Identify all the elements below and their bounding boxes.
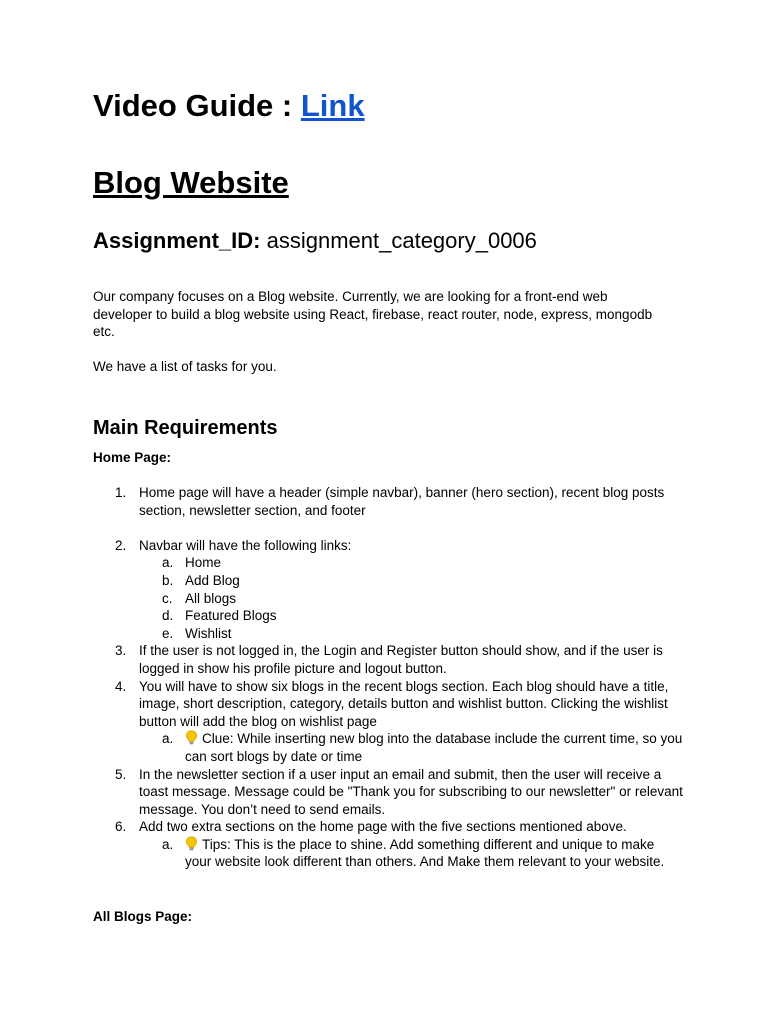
home-page-label: Home Page: [93,450,172,465]
list-item-number: 6. [115,819,127,835]
list-item-number: 3. [115,643,127,659]
list-item-text: Navbar will have the following links: [139,537,352,553]
clue-list [139,730,683,765]
list-item [93,678,683,766]
sub-list-item-letter: d. [162,608,174,624]
lightbulb-icon [185,730,198,745]
list-item [93,484,683,519]
lightbulb-icon [185,836,198,851]
video-guide-link[interactable]: Link [300,88,365,123]
sub-list-item-letter: a. [162,555,174,571]
home-requirements-list [93,484,683,871]
video-guide-heading [93,86,365,126]
sub-list-item-letter: a. [162,836,174,852]
list-item [93,818,683,871]
main-requirements-heading: Main Requirements [93,417,278,439]
list-item-text: You will have to show six blogs in the recent blogs section. Each blog should have a title, image, short description, category, details button and wishlist button. Clicking the wishlist button will add the blog on wishlist page [139,678,669,729]
video-guide-label: Video Guide : [93,88,301,123]
sub-list-item-text: Clue: While inserting new blog into the database include the current time, so you can sort blogs by date or time [185,731,683,764]
list-item-text: In the newsletter section if a user input an email and submit, then the user will receive a toast message. Message could be "Thank you for subscribing to our newsletter" or relevant message. You don’t need to send emails. [139,766,683,817]
sub-list-item [139,554,683,572]
assignment-id-label: Assignment_ID: [93,228,261,253]
sub-list-item [139,572,683,590]
sub-list-item-letter: e. [162,625,174,641]
list-item-text: If the user is not logged in, the Login and Register button should show, and if the user is logged in show his profile picture and logout button. [139,643,663,676]
sub-list-item [139,590,683,608]
sub-list-item-letter: b. [162,572,174,588]
navbar-links-list [139,554,683,642]
list-item-number: 5. [115,766,127,782]
list-item [93,537,683,643]
assignment-id-heading [93,226,537,256]
sub-list-item-text: Tips: This is the place to shine. Add something different and unique to make your website look different than others. And Make them relevant to your website. [185,836,665,870]
page-title: Blog Website [93,165,289,200]
list-item-text: Add two extra sections on the home page with the five sections mentioned above. [139,819,627,835]
tasks-paragraph: We have a list of tasks for you. [93,359,277,374]
sub-list-item-letter: c. [162,590,173,606]
sub-list-item [139,730,683,765]
assignment-id-value: assignment_category_0006 [266,228,537,253]
list-item-number: 1. [115,485,127,500]
sub-list-item [139,625,683,643]
list-item [93,766,683,819]
sub-list-item [139,607,683,625]
list-item [93,642,683,677]
all-blogs-page-label: All Blogs Page: [93,909,193,924]
sub-list-item-text: Home [185,555,222,571]
tips-list [139,836,683,871]
list-item-text: Home page will have a header (simple navbar), banner (hero section), recent blog posts section, newsletter section, and footer [139,485,665,518]
sub-list-item-text: Wishlist [185,625,232,641]
list-item-number: 2. [115,537,127,553]
sub-list-item-letter: a. [162,731,174,747]
list-item-number: 4. [115,678,127,694]
sub-list-item [139,836,683,871]
sub-list-item-text: Featured Blogs [185,608,277,624]
intro-paragraph: Our company focuses on a Blog website. Currently, we are looking for a front-end web developer to build a blog website using React, firebase, react router, node, express, mongodb etc. [93,289,653,340]
sub-list-item-text: Add Blog [185,572,240,588]
sub-list-item-text: All blogs [185,590,237,606]
